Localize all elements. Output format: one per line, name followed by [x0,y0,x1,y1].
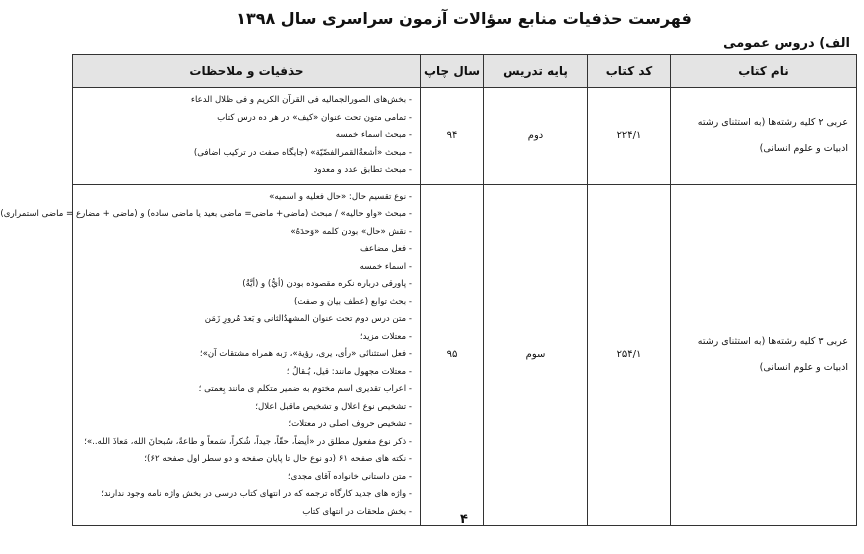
deletion-item: - تشخیص نوع اعلال و تشخیص ماقبل اعلال؛ [79,399,412,417]
deletion-item: - مبحث «أشعةُالقمرالفضّیّة» (جایگاه صفت در ترکیب اضافی) [79,145,412,163]
page-number: ۴ [460,512,468,527]
header-book-code: کد کتاب [588,55,671,88]
deletions-list [79,92,412,180]
print-year-cell: ۹۴ [421,88,484,185]
deletion-item: - معتلات مزید؛ [79,329,412,347]
deletion-item: - بخش‌های الصورالجمالیه فی القرآن الکریم و فی ظلال الدعاء [79,92,412,110]
deletion-item: - واژه های جدید کارگاه ترجمه که در انتهای کتاب درسی در بخش واژه نامه وجود ندارند؛ [79,486,412,504]
header-print-year: سال چاپ [421,55,484,88]
course-name-cell: عربی ۳ کلیه رشته‌ها (به استثنای رشته ادبیات و علوم انسانی) [671,184,857,526]
deletion-item: - مبحث اسماء خمسه [79,127,412,145]
header-course-name: نام کتاب [671,55,857,88]
deletion-item: - نکته های صفحه ۶۱ (دو نوع حال تا پایان صفحه و دو سطر اول صفحه ۶۲)؛ [79,451,412,469]
grade-cell: دوم [484,88,588,185]
table-row [73,88,857,185]
table-header-row [73,55,857,88]
deletion-item: - مبحث «واو حالیه» / مبحث (ماضی+ ماضی= ماضی بعید یا ماضی ساده) و (ماضی + مضارع = ماضی استمراری) [79,206,412,224]
deletion-item: - معتلات مجهول مانند: قیل، یُـقالُ ؛ [79,364,412,382]
deletion-item: - بخش ملحقات در انتهای کتاب [79,504,412,522]
table-row [73,184,857,526]
deletions-list [0,189,412,522]
deletions-table [0,54,857,526]
book-code-cell: ۲۲۴/۱ [588,88,671,185]
deletion-item: - پاورقی درباره نکره مقصوده بودن (أيُّ) و (أيَّةُ) [79,276,412,294]
print-year-cell: ۹۵ [421,184,484,526]
deletions-cell [73,88,421,185]
deletion-item: - مبحث تطابق عدد و معدود [79,162,412,180]
deletion-item: - متن داستانی خانواده آقای مجدی؛ [79,469,412,487]
course-name-cell: عربی ۲ کلیه رشته‌ها (به استثنای رشته ادبیات و علوم انسانی) [671,88,857,185]
header-deletions: حذفیات و ملاحظات [73,55,421,88]
deletion-item: - تمامی متون تحت عنوان «کیف» در هر ده درس کتاب [79,110,412,128]
deletion-item: - فعل مضاعف [79,241,412,259]
deletion-item: - تشخیص حروف اصلی در معتلات؛ [79,416,412,434]
deletion-item: - نوع تقسیم حال: «حال فعلیه و اسمیه» [79,189,412,207]
deletion-item: - ذکر نوع مفعول مطلق در «أیضاً، حقّاً، جیداً، شُکراً، سَمعاً و طاعةً، سُبحانَ الله، مَعاذَ الله..»؛ [79,434,412,452]
header-grade: پایه تدریس [484,55,588,88]
deletions-cell [0,184,421,526]
deletion-item: - فعل استثنائی «رأی، یری، رؤیة»، رَبه همراه مشتقات آن»؛ [79,346,412,364]
deletion-item: - بحث توابع (عطف بیان و صفت) [79,294,412,312]
document-title: فهرست حذفیات منابع سؤالات آزمون سراسری سال ۱۳۹۸ [236,9,692,28]
deletion-item: - اسماء خمسه [79,259,412,277]
grade-cell: سوم [484,184,588,526]
deletion-item: - اعراب تقدیری اسم مختوم به ضمیر متکلم ی مانند بِعمتی ؛ [79,381,412,399]
section-title: الف) دروس عمومی [723,36,850,51]
deletion-item: - متن درس دوم تحت عنوان المشهدُالثانی و بَعدَ مُرورِ زَمَن [79,311,412,329]
book-code-cell: ۲۵۴/۱ [588,184,671,526]
deletion-item: - نقش «حال» بودن کلمه «وَحدَهُ» [79,224,412,242]
